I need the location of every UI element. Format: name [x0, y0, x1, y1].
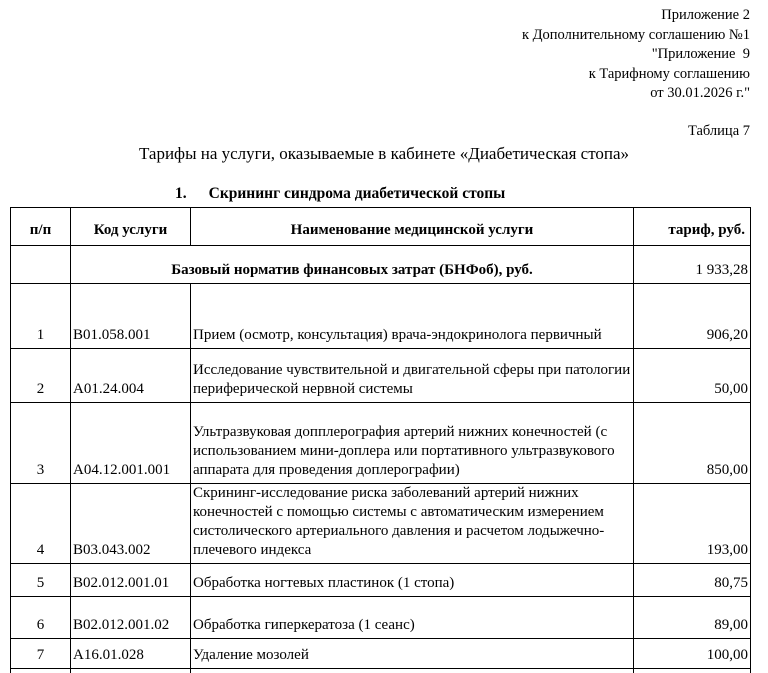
tariff-table [10, 207, 751, 673]
document-title: Тарифы на услуги, оказываемые в кабинете «Диабетическая стопа» [138, 144, 630, 163]
service-code: A04.12.001.001 [71, 403, 191, 484]
table-row [11, 564, 751, 597]
service-code: A16.01.028 [71, 639, 191, 669]
base-norm-value: 1 933,28 [634, 246, 751, 284]
service-code: B02.012.001.01 [71, 564, 191, 597]
appendix-header-line: от 30.01.2026 г." [650, 85, 750, 101]
service-code: A01.24.004 [71, 349, 191, 403]
column-header-name: Наименование медицинской услуги [191, 208, 634, 246]
table-row [11, 403, 751, 484]
table-row [11, 597, 751, 639]
service-price: 193,00 [634, 484, 751, 564]
row-number: 2 [11, 349, 71, 403]
service-name: Обработка ногтевых пластинок (1 стопа) [191, 564, 634, 597]
table-row [11, 484, 751, 564]
section-number: 1. [175, 185, 187, 202]
appendix-header-line: "Приложение 9 [651, 46, 750, 62]
table-row [11, 349, 751, 403]
row-number: 5 [11, 564, 71, 597]
row-number: 6 [11, 597, 71, 639]
service-price: 850,00 [634, 403, 751, 484]
section-heading [175, 185, 505, 203]
service-name: Удаление мозолей [191, 639, 634, 669]
appendix-header-line: к Дополнительному соглашению №1 [521, 26, 750, 43]
section-label: Скрининг синдрома диабетической стопы [208, 185, 506, 202]
column-header-code: Код услуги [71, 208, 191, 246]
service-price: 50,00 [634, 349, 751, 403]
service-name: Обработка гиперкератоза (1 сеанс) [191, 597, 634, 639]
service-price: 906,20 [634, 284, 751, 349]
appendix-header-line: к Тарифному соглашению [588, 65, 750, 82]
empty-cell [71, 669, 191, 673]
service-price: 89,00 [634, 597, 751, 639]
row-number: 3 [11, 403, 71, 484]
appendix-header [522, 6, 750, 104]
service-name: Скрининг-исследование риска заболеваний артерий нижних конечностей с помощью системы с автоматическим измерением систолического артериального давления и расчетом лодыжечно-плечевого индекса [191, 484, 634, 564]
base-norm-label: Базовый норматив финансовых затрат (БНФоб), руб. [71, 246, 634, 284]
appendix-header-line: Приложение 2 [661, 7, 750, 23]
empty-cell [11, 669, 71, 673]
service-price: 100,00 [634, 639, 751, 669]
table-row [11, 639, 751, 669]
service-code: B01.058.001 [71, 284, 191, 349]
service-code: B02.012.001.02 [71, 597, 191, 639]
column-header-price: тариф, руб. [634, 208, 751, 246]
row-number: 7 [11, 639, 71, 669]
service-code: B03.043.002 [71, 484, 191, 564]
column-header-num: п/п [11, 208, 71, 246]
table-row-cutoff [11, 669, 751, 673]
service-name: Исследование чувствительной и двигательной сферы при патологии периферической нервной системы [191, 349, 634, 403]
service-name: Ультразвуковая допплерография артерий нижних конечностей (с использованием мини-доплера или портативного ультразвукового аппарата для проведения доплерографии) [191, 403, 634, 484]
base-norm-row [11, 246, 751, 284]
service-price: 80,75 [634, 564, 751, 597]
empty-cell [191, 669, 634, 673]
table-row [11, 284, 751, 349]
row-number: 1 [11, 284, 71, 349]
row-number: 4 [11, 484, 71, 564]
empty-cell [11, 246, 71, 284]
table-number-label: Таблица 7 [687, 123, 750, 139]
table-header-row [11, 208, 751, 246]
service-name: Прием (осмотр, консультация) врача-эндокринолога первичный [191, 284, 634, 349]
empty-cell [634, 669, 751, 673]
